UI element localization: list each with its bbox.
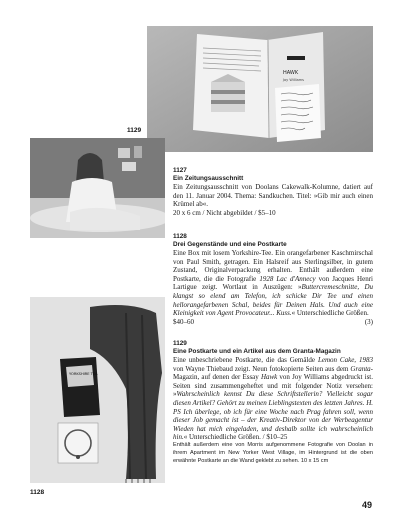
photo-granta-and-postcard (147, 26, 373, 152)
entry-price-text: $40–60 (173, 317, 194, 326)
entry-title: Eine Postkarte und ein Artikel aus dem Granta-Magazin (173, 348, 341, 355)
entry-number: 1129 (173, 340, 187, 347)
photo-label-top: 1129 (127, 127, 142, 134)
entry-description: Ein Zeitungsausschnitt von Doolans Cakewalk-Kolumne, datiert auf den 11. Januar 2004. Thema: Sandkuchen. Titel: »Gib mir auch einen Krümel ab«. (173, 183, 373, 209)
book-title-text: HAWK (283, 70, 299, 76)
photo-tea-scarf-necklace (30, 297, 165, 483)
entry-price (173, 318, 373, 327)
photo-label-bottom: 1128 (30, 489, 45, 496)
entry-number: 1128 (173, 233, 187, 240)
entry-count: (3) (364, 317, 373, 326)
entry-1127 (173, 167, 373, 217)
entry-price (173, 209, 373, 218)
entry-description: Eine unbeschriebene Postkarte, die das Gemälde Lemon Cake, 1983 von Wayne Thiebaud zeigt. Neun fotokopierte Seiten aus dem Granta-Magazin, auf denen der Essay Hawk von Joy Williams abgedruckt ist. Seiten sind zusammengeheftet und mit folgender Notiz versehen: »Wahrscheinlich kennst Du diese Schriftstellerin? Vielleicht sogar diesen Artikel? Gehört zu meinen Lieblingstexten des letzten Jahres. H. PS Ich überlege, ob ich für eine Woche nach Prag fahren soll, wenn dieser Job gemacht ist – der Kreativ-Direktor von der Werbeagentur Wieden hat mich eingeladen, und deshalb sollte ich wahrscheinlich hin.« Unterschiedliche Größen. / $10–25 (173, 356, 373, 442)
entry-price-text: 20 x 6 cm / Nicht abgebildet / $5–10 (173, 208, 276, 217)
entry-number: 1127 (173, 167, 187, 174)
entry-title: Drei Gegenstände und eine Postkarte (173, 241, 287, 248)
entry-1129 (173, 340, 373, 465)
entry-note: Enthält außerdem eine von Morris aufgenommene Fotografie von Doolan in ihrem Apartment im New Yorker West Village, im Hintergrund ist die oben erwähnte Postkarte an die Wand geklebt zu sehen. 10 x 15 cm (173, 441, 373, 464)
entry-1128 (173, 233, 373, 326)
photo-doolan-portrait (30, 138, 165, 238)
tea-box-label: YORKSHIRE TEA (69, 372, 98, 376)
book-author-text: Joy Williams (283, 78, 305, 82)
entry-description: Eine Box mit losem Yorkshire-Tee. Ein orangefarbener Kaschmirschal von Paul Smith, getragen. Ein Halsreif aus Sterlingsilber, in gutem Zustand, Originalverpackung erhalten. Enthält außerdem eine Postkarte, die die Fotografie 1928 Lac d'Annecy von Jacques Henri Lartigue zeigt. Wortlaut in Auszügen: »Buttercremeschnitte, Du klangst so elend am Telefon, ich schicke Dir Tee und einen hellorangefarbenen Schal, beides für Deinen Hals. Und auch eine Kleinigkeit von Agent Provocateur... Kuss.« Unterschiedliche Größen. (173, 249, 374, 318)
page-number: 49 (361, 500, 372, 510)
entry-title: Ein Zeitungsausschnitt (173, 175, 244, 182)
